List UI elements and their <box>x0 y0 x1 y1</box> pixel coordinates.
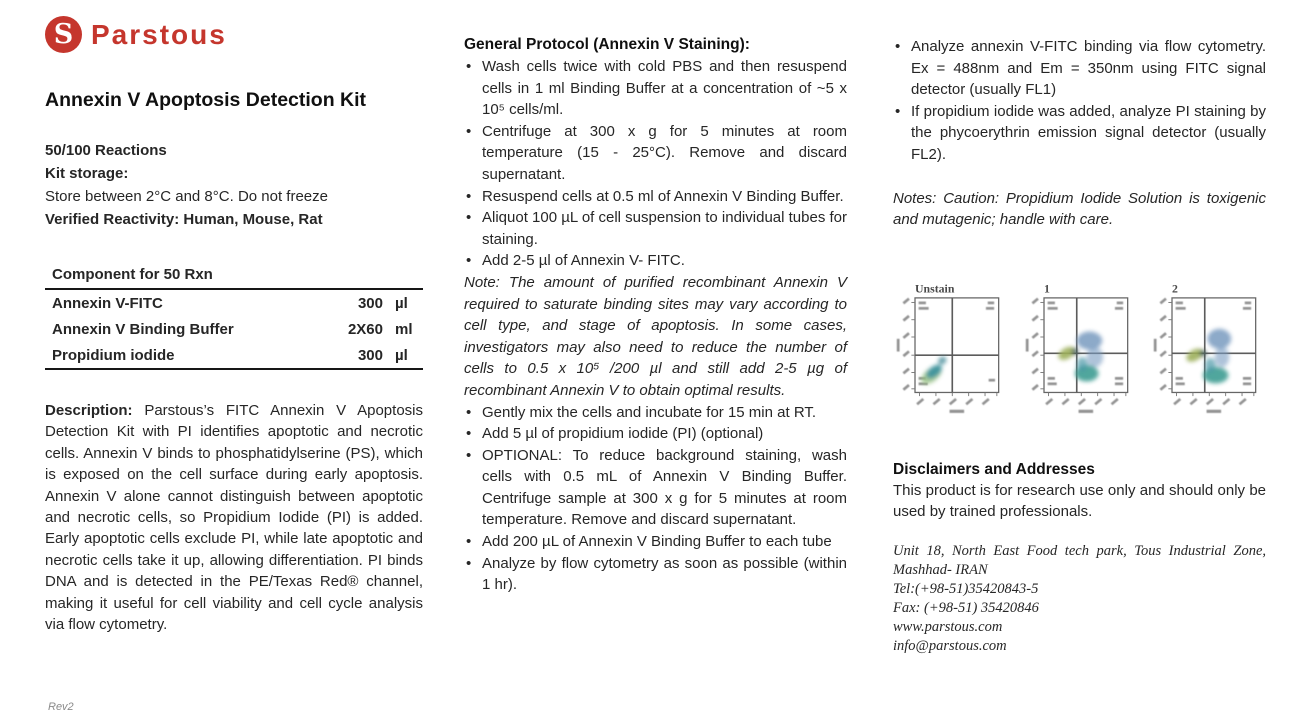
protocol-step: • Analyze by flow cytometry as soon as possible (within 1 hr). <box>464 553 847 596</box>
protocol-column <box>464 36 847 596</box>
address-line: Unit 18, North East Food tech park, Tous Industrial Zone, Mashhad- IRAN <box>893 542 1266 578</box>
protocol-step: • OPTIONAL: To reduce background staining, wash cells with 0.5 mL of Annexin V Binding Buffer. Centrifuge sample at 300 x g for 5 minutes at room temperature. Remove and discard supernatant. <box>464 445 847 531</box>
component-unit: µl <box>395 294 408 312</box>
component-qty: 2X60 <box>347 320 383 338</box>
protocol-steps-list <box>464 56 847 272</box>
page-title: Annexin V Apoptosis Detection Kit <box>45 89 367 111</box>
protocol-steps-list <box>464 402 847 596</box>
flow-cytometry-plots <box>893 277 1266 437</box>
component-unit: ml <box>395 320 413 338</box>
plot-title: 2 <box>1172 281 1179 296</box>
logo-letter: S <box>53 19 74 50</box>
flow-plot-2 <box>1152 277 1266 437</box>
flow-plot-1 <box>1024 277 1138 437</box>
left-column <box>45 16 423 635</box>
fax-line: Fax: (+98-51) 35420846 <box>893 599 1039 616</box>
component-qty: 300 <box>357 294 383 312</box>
table-row <box>45 342 423 368</box>
flow-plot-unstain <box>895 277 1009 437</box>
brand-logo <box>45 16 423 53</box>
protocol-step: • Gently mix the cells and incubate for 15 min at RT. <box>464 402 847 424</box>
description-paragraph <box>45 400 423 635</box>
table-row <box>45 316 423 342</box>
component-table <box>45 263 423 370</box>
component-name: Annexin V-FITC <box>52 294 163 312</box>
description-text: Parstous’s FITC Annexin V Apoptosis Detection Kit with PI identifies apoptotic and necrotic cells. Annexin V binds to phosphatidylserine (PS), which is exposed on the cell surface during early apoptosis. Annexin V alone cannot distinguish between apoptotic and necrotic cells, so Propidium Iodide (PI) is added. Early apoptotic cells exclude PI, while late apoptotic and necrotic cells take it up, allowing differentiation. PI binds DNA and is detected in the PE/Texas Red® channel, making it useful for cell viability and cell cycle analysis via flow cytometry. <box>45 402 423 634</box>
disclaimers-heading: Disclaimers and Addresses <box>893 460 1095 478</box>
reactions-line: 50/100 Reactions <box>45 142 167 159</box>
address-block <box>893 542 1266 656</box>
kit-storage-label: Kit storage: <box>45 165 129 182</box>
caution-note: Notes: Caution: Propidium Iodide Solution is toxigenic and mutagenic; handle with care. <box>893 189 1266 229</box>
revision-label: Rev2 <box>48 701 74 713</box>
protocol-step: • Aliquot 100 µL of cell suspension to individual tubes for staining. <box>464 207 847 250</box>
protocol-heading: General Protocol (Annexin V Staining): <box>464 36 750 53</box>
component-table-header: Component for 50 Rxn <box>45 263 423 290</box>
component-name: Annexin V Binding Buffer <box>52 320 234 338</box>
kit-info <box>45 139 423 231</box>
component-unit: µl <box>395 346 408 364</box>
email-text: info@parstous.com <box>893 637 1007 654</box>
website-text: www.parstous.com <box>893 618 1003 635</box>
brand-logo-icon <box>45 16 82 53</box>
protocol-step: • Resuspend cells at 0.5 ml of Annexin V Binding Buffer. <box>464 186 847 208</box>
storage-text: Store between 2°C and 8°C. Do not freeze <box>45 188 328 205</box>
protocol-step: • Add 5 µl of propidium iodide (PI) (optional) <box>464 423 847 445</box>
tel-line: Tel:(+98-51)35420843-5 <box>893 580 1039 597</box>
protocol-note: Note: The amount of purified recombinant Annexin V required to saturate binding sites may vary according to cell type, and stage of apoptosis. In some cases, investigators may also need to reduce the number of cells to 0.5 x 10⁵ /200 µl and still add 2-5 µg of recombinant Annexin V to obtain optimal results. <box>464 273 847 399</box>
component-name: Propidium iodide <box>52 346 175 364</box>
protocol-step: • Add 2-5 µl of Annexin V- FITC. <box>464 250 847 272</box>
plot-title: 1 <box>1043 281 1050 296</box>
table-row <box>45 290 423 316</box>
plot-title: Unstain <box>915 281 955 296</box>
protocol-step: • Wash cells twice with cold PBS and then resuspend cells in 1 ml Binding Buffer at a concentration of ~5 x 10⁵ cells/ml. <box>464 56 847 121</box>
protocol-step: • Centrifuge at 300 x g for 5 minutes at room temperature (15 - 25°C). Remove and discard supernatant. <box>464 121 847 186</box>
analysis-column <box>893 36 1266 656</box>
brand-name: Parstous <box>91 18 227 50</box>
disclaimers-text: This product is for research use only and should only be used by trained professionals. <box>893 481 1266 521</box>
analysis-step: • If propidium iodide was added, analyze PI staining by the phycoerythrin emission signal detector (usually FL2). <box>893 101 1266 166</box>
verified-reactivity: Verified Reactivity: Human, Mouse, Rat <box>45 211 323 228</box>
analysis-list <box>893 36 1266 166</box>
protocol-step: • Add 200 µL of Annexin V Binding Buffer to each tube <box>464 531 847 553</box>
description-label: Description: <box>45 402 133 419</box>
component-qty: 300 <box>357 346 383 364</box>
analysis-step: • Analyze annexin V-FITC binding via flow cytometry. Ex = 488nm and Em = 350nm using FITC signal detector (usually FL1) <box>893 36 1266 101</box>
